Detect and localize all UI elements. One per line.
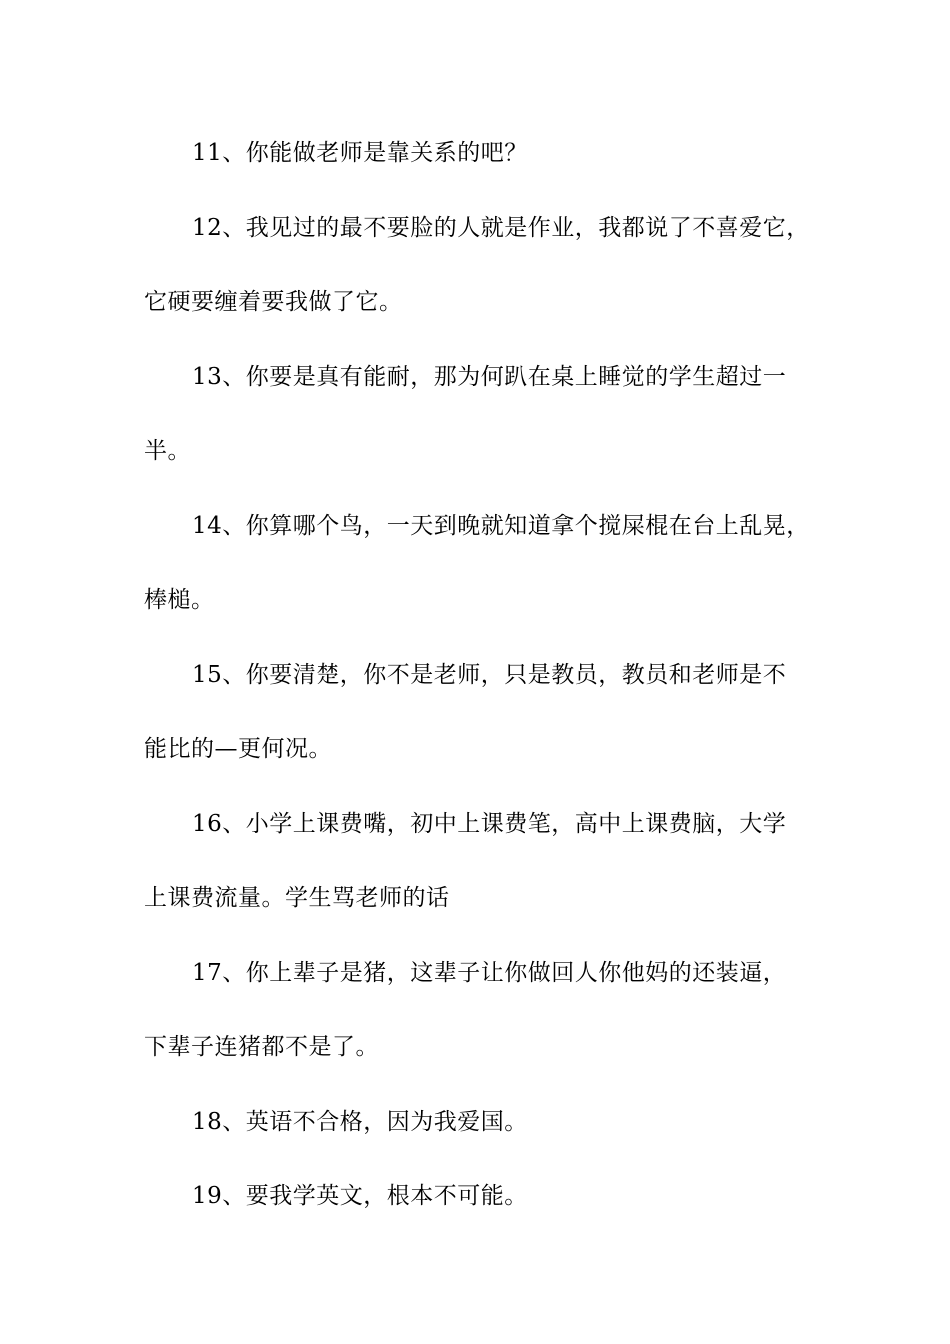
paragraph-19: 19、要我学英文，根本不可能。 — [192, 1183, 528, 1209]
paragraph-16-line-2: 上课费流量。学生骂老师的话 — [144, 885, 450, 911]
paragraph-18: 18、英语不合格，因为我爱国。 — [192, 1109, 528, 1135]
paragraph-13-line-2: 半。 — [144, 438, 191, 464]
paragraph-14-line-2: 棒槌。 — [144, 587, 215, 613]
paragraph-16-line-1: 16、小学上课费嘴，初中上课费笔，高中上课费脑，大学 — [192, 811, 787, 837]
paragraph-14-line-1: 14、你算哪个鸟，一天到晚就知道拿个搅屎棍在台上乱晃， — [192, 513, 810, 539]
paragraph-17-line-1: 17、你上辈子是猪，这辈子让你做回人你他妈的还装逼， — [192, 960, 787, 986]
paragraph-12-line-2: 它硬要缠着要我做了它。 — [144, 289, 403, 315]
paragraph-13-line-1: 13、你要是真有能耐，那为何趴在桌上睡觉的学生超过一 — [192, 364, 787, 390]
paragraph-17-line-2: 下辈子连猪都不是了。 — [144, 1034, 379, 1060]
paragraph-12-line-1: 12、我见过的最不要脸的人就是作业，我都说了不喜爱它， — [192, 215, 810, 241]
paragraph-15-line-1: 15、你要清楚，你不是老师，只是教员，教员和老师是不 — [192, 662, 787, 688]
paragraph-11: 11、你能做老师是靠关系的吧？ — [192, 140, 528, 166]
paragraph-15-line-2: 能比的—更何况。 — [144, 736, 332, 762]
